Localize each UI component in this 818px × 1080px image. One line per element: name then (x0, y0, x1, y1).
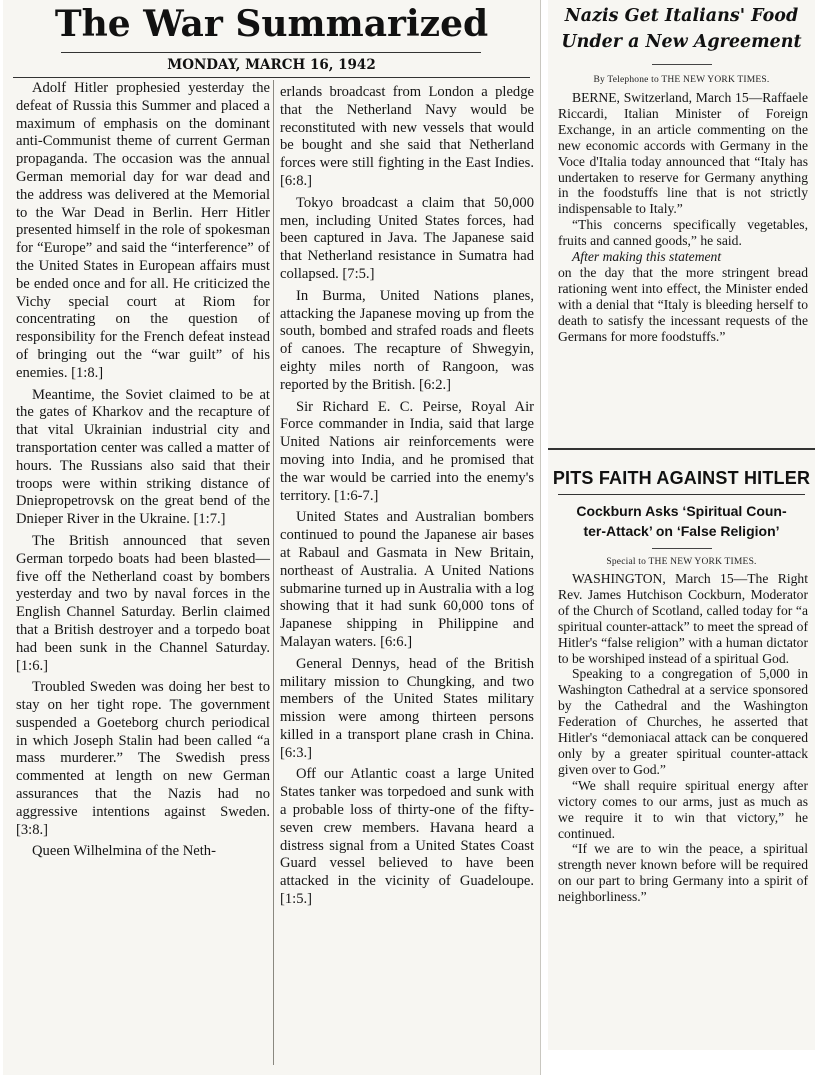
column-two (280, 84, 534, 909)
paragraph: Tokyo broadcast a claim that 50,000 men, including United States forces, had been captured in Java. The Japanese said that Netherland resistance in Sumatra had collapsed. [7:5.] (280, 194, 534, 282)
paragraph: Sir Richard E. C. Peirse, Royal Air Force commander in India, said that large United Nations air reinforcements were moving into India, and he promised that the war would be carried into the enemy's territory. [1:6-7.] (280, 398, 534, 504)
pits-subhead-line-1: Cockburn Asks ‘Spiritual Coun- (576, 503, 787, 519)
paragraph: In Burma, United Nations planes, attacking the Japanese moving up from the south, bombed and strafed roads and fleets of canoes. The recapture of Shwegyin, eighty miles north of Rangoon, was reported by the British. [6:2.] (280, 287, 534, 393)
food-credit: By Telephone to THE NEW YORK TIMES. (593, 75, 770, 85)
paragraph: WASHINGTON, March 15—The Right Rev. James Hutchison Cockburn, Moderator of the Church of Scotland, called today for “a spiritual counter-attack” to meet the spread of Hitler's “false religion” with a human dictator to be worshiped instead of a spiritual God. (558, 571, 808, 666)
italic-lead: After making this statement (572, 249, 722, 265)
paragraph: erlands broadcast from London a pledge that the Netherland Navy would be reconstituted with new vessels that would be bought and she said that Netherland forces were still fighting in the East Indies. [6:8.] (280, 84, 534, 189)
headline: The War Summarized (54, 3, 489, 45)
pits-credit: Special to THE NEW YORK TIMES. (606, 557, 757, 567)
food-article-body (558, 90, 808, 345)
paragraph: on the day that the more stringent bread rationing went into effect, the Minister ended with a denial that “Italy is bleeding herself to death to satisfy the incessant requests of the Germans for more foodstuffs.” (558, 264, 808, 344)
pits-headline: PITS FAITH AGAINST HITLER (552, 468, 811, 488)
paragraph: BERNE, Switzerland, March 15—Raffaele Riccardi, Italian Minister of Foreign Exchange, in an article commenting on the new economic accords with Germany in the Voce d'Italia today announced that “Italy has undertaken to reserve for Germany anything in the foodstuffs line that is not strictly indispensable to Italy.” (558, 90, 808, 217)
paragraph: United States and Australian bombers continued to pound the Japanese air bases at Rabaul and Gasmata in New Britain, northeast of Australia. A United Nations submarine turned up in Australia with a log showing that it had sunk 60,000 tons of Japanese shipping in Philippine and Malayan waters. [6:6.] (280, 509, 534, 650)
food-headline-rule (652, 64, 712, 65)
paragraph: General Dennys, head of the British military mission to Chungking, and two members of the United States military mission were among thirteen persons killed in a transport plane crash in China. [6:3.] (280, 655, 534, 761)
paragraph: Meantime, the Soviet claimed to be at the gates of Kharkov and the recapture of that vital Ukrainian industrial city and transportation center was called a matter of hours. The Russians also said that their troops were within striking distance of Dniepropetrovsk on the great bend of the Dnieper River in the Ukraine. [1:7.] (16, 386, 270, 528)
paragraph: “This concerns specifically vegetables, fruits and canned goods,” he said. (558, 217, 808, 249)
paragraph: “We shall require spiritual energy after victory comes to our arms, just as much as we require it to win that victory,” he continued. (558, 777, 808, 841)
dateline: MONDAY, MARCH 16, 1942 (167, 57, 376, 73)
pits-article-body (558, 571, 808, 905)
column-one (16, 80, 270, 861)
paragraph: Queen Wilhelmina of the Neth- (32, 843, 216, 860)
paragraph: Troubled Sweden was doing her best to stay on her tight rope. The government suspended a Goeteborg church periodical in which Joseph Stalin had been called “a mass murderer.” The Swedish press commented at length on new German assurances that the Nazis had no aggressive intentions against Sweden. [3:8.] (16, 679, 270, 838)
right-clippings (548, 0, 815, 1050)
food-headline-line-2: Under a New Agreement (561, 32, 802, 52)
paragraph: Off our Atlantic coast a large United States tanker was torpedoed and sunk with a probable loss of thirty-one of the fifty-seven crew members. Havana heard a distress signal from a United States Coast Guard vessel believed to have been attacked in the vicinity of Guadeloupe. [1:5.] (280, 766, 534, 908)
paragraph: “If we are to win the peace, a spiritual strength never known before will be required on our part to bring Germany into a spirit of neighborliness.” (558, 841, 808, 905)
section-rule (548, 448, 815, 450)
war-summary-clipping (3, 0, 541, 1075)
headline-rule (61, 52, 481, 53)
food-headline-line-1: Nazis Get Italians' Food (564, 6, 799, 26)
column-divider (273, 80, 274, 1065)
paragraph: Adolf Hitler prophesied yesterday the defeat of Russia this Summer and placed a maximum of emphasis on the dominant anti-Communist theme of current German propaganda. The occasion was the annual German memorial day for war dead and the address was delivered at the Memorial to the War Dead in Berlin. Herr Hitler presented himself in the role of spokesman for “Europe” and said the “interference” of the United States in European affairs must be ended once and for all. He criticized the Vichy special court at Riom for concentrating on the question of responsibility for the French defeat instead of bringing out the “war guilt” of his enemies. [1:8.] (16, 80, 270, 381)
pits-subhead-line-2: ter-Attack’ on ‘False Religion’ (583, 523, 780, 539)
paragraph: The British announced that seven German torpedo boats had been blasted—five off the Netherland coast by bombers yesterday and two by naval forces in the English Channel Saturday. Berlin claimed that a British destroyer and a torpedo boat had been sunk in the Channel Saturday. [1:6.] (16, 532, 270, 674)
pits-rule (558, 494, 805, 495)
pits-subhead-rule (652, 548, 712, 549)
paragraph: Speaking to a congregation of 5,000 in Washington Cathedral at a service sponsored by the Cathedral and the Washington Federation of Churches, he asserted that Hitler's “demoniacal attack can be conquered only by a greater spiritual counter-attack given over to God.” (558, 666, 808, 777)
dateline-rule (13, 77, 530, 78)
